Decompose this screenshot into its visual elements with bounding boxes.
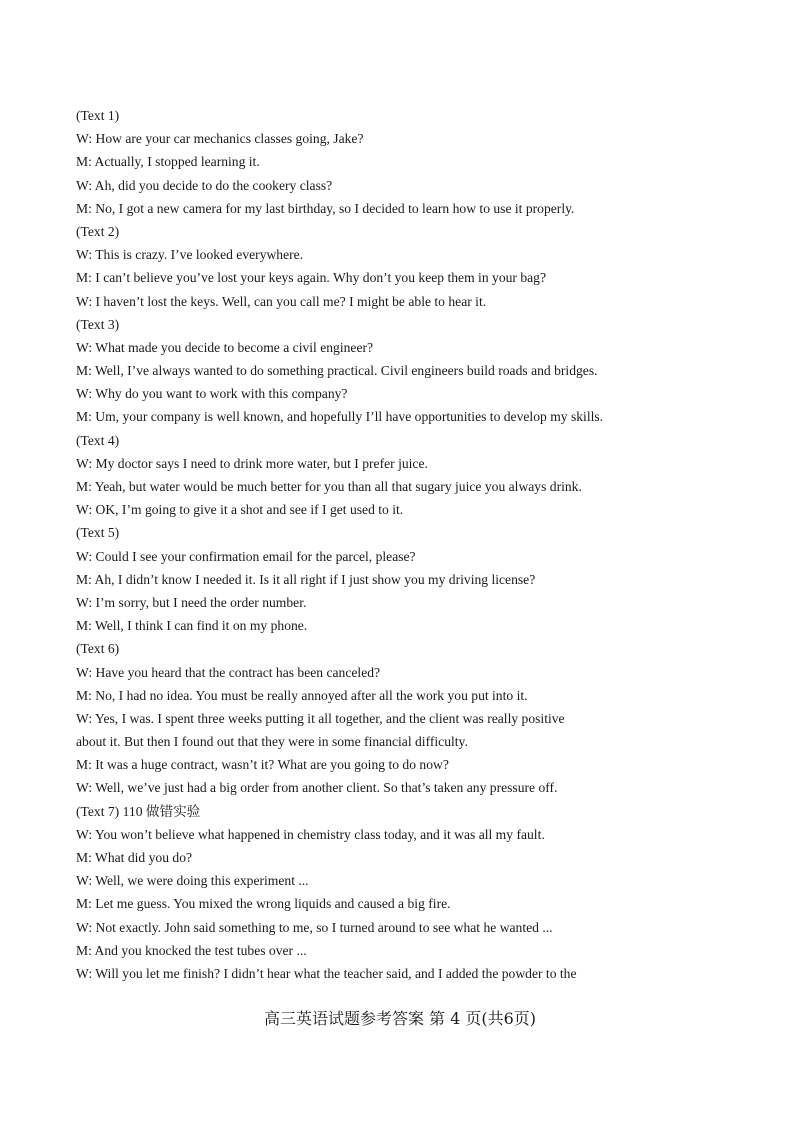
transcript-line: W: Not exactly. John said something to me, so I turned around to see what he wanted ... (76, 919, 553, 935)
transcript-line: W: Will you let me finish? I didn’t hear what the teacher said, and I added the powder to the (76, 965, 577, 981)
transcript-line: about it. But then I found out that they were in some financial difficulty. (76, 734, 468, 750)
transcript-line: W: Ah, did you decide to do the cookery class? (76, 177, 333, 193)
transcript-line: W: I haven’t lost the keys. Well, can you call me? I might be able to hear it. (76, 293, 487, 309)
transcript-line: W: Have you heard that the contract has been canceled? (76, 664, 381, 680)
transcript-line: M: It was a huge contract, wasn’t it? What are you going to do now? (76, 757, 449, 773)
transcript-line: (Text 6) (76, 641, 120, 657)
transcript-line: M: No, I had no idea. You must be really annoyed after all the work you put into it. (76, 687, 528, 703)
transcript-line: M: Actually, I stopped learning it. (76, 154, 260, 170)
transcript-line: (Text 1) (76, 108, 120, 123)
transcript-line: M: And you knocked the test tubes over ... (76, 942, 307, 958)
transcript-line: W: What made you decide to become a civil engineer? (76, 339, 374, 355)
transcript-line: (Text 4) (76, 432, 120, 448)
transcript-line: M: Um, your company is well known, and hopefully I’ll have opportunities to develop my skills. (76, 409, 604, 425)
transcript-line: (Text 2) (76, 223, 120, 239)
transcript-line: W: Yes, I was. I spent three weeks putting it all together, and the client was really positive (76, 710, 565, 726)
transcript-line: W: How are your car mechanics classes going, Jake? (76, 131, 364, 147)
transcript-line: M: Well, I’ve always wanted to do something practical. Civil engineers build roads and bridges. (76, 363, 598, 379)
transcript-line: W: Why do you want to work with this company? (76, 386, 348, 402)
transcript-line: M: Yeah, but water would be much better for you than all that sugary juice you always drink. (76, 479, 582, 494)
page-footer: 高三英语试题参考答案 第 4 页(共6页) (263, 1009, 537, 1028)
transcript-line: W: Well, we’ve just had a big order from another client. So that’s taken any pressure off. (76, 780, 558, 796)
transcript-line: (Text 7) 110 做错实验 (76, 803, 201, 819)
transcript-line: M: Well, I think I can find it on my phone. (76, 618, 308, 634)
transcript-line: W: My doctor says I need to drink more water, but I prefer juice. (76, 455, 428, 471)
transcript-line: W: Well, we were doing this experiment ... (76, 873, 309, 889)
transcript-line: M: No, I got a new camera for my last birthday, so I decided to learn how to use it properly. (76, 200, 575, 216)
listening-transcript (76, 104, 676, 985)
transcript-line: (Text 5) (76, 525, 120, 541)
transcript-line: W: This is crazy. I’ve looked everywhere. (76, 247, 304, 263)
transcript-line: W: You won’t believe what happened in chemistry class today, and it was all my fault. (76, 826, 545, 842)
transcript-line: M: What did you do? (76, 850, 193, 865)
transcript-line: W: Could I see your confirmation email for the parcel, please? (76, 548, 416, 564)
transcript-line: M: I can’t believe you’ve lost your keys again. Why don’t you keep them in your bag? (76, 270, 547, 286)
transcript-line: (Text 3) (76, 316, 120, 332)
transcript-line: M: Ah, I didn’t know I needed it. Is it all right if I just show you my driving license? (76, 571, 536, 587)
transcript-line: W: I’m sorry, but I need the order number. (76, 594, 307, 610)
transcript-line: W: OK, I’m going to give it a shot and see if I get used to it. (76, 502, 404, 518)
transcript-line: M: Let me guess. You mixed the wrong liquids and caused a big fire. (76, 896, 451, 912)
